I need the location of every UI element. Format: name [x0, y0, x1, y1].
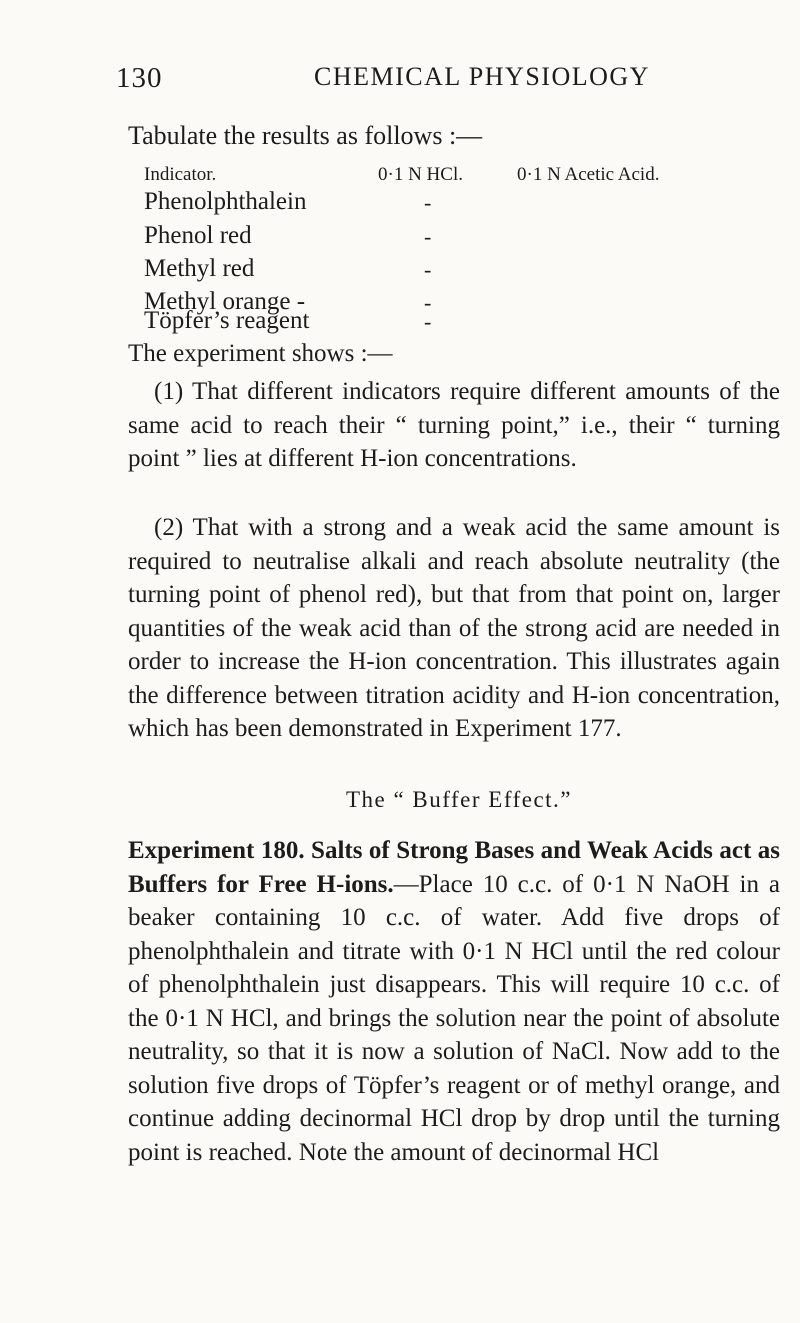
experiment-shows-line: The experiment shows :— — [128, 340, 393, 367]
table-row-dash: - — [424, 190, 432, 215]
page-header — [116, 62, 712, 102]
experiment-title: Experiment 180. Salts of Strong Bases and Weak Acids act as Buffers for Free H-ions. — [128, 837, 780, 898]
running-head: CHEMICAL PHYSIOLOGY — [314, 62, 650, 91]
section-heading — [0, 787, 800, 813]
experiment-paragraph — [128, 834, 780, 1169]
intro-line: Tabulate the results as follows :— — [128, 121, 483, 150]
table-row-label: Methyl red — [144, 255, 255, 282]
table-row-dash: - — [424, 257, 432, 282]
table-row-label: Töpfer’s reagent — [144, 307, 310, 334]
table-row-dash: - — [424, 224, 432, 249]
paragraph-2: (2) That with a strong and a weak acid the same amount is required to neutralise alkali and reach absolute neutrality (the turning point of phenol red), but that from that point on, larger quantities of the weak acid than of the strong acid are needed in order to increase the H-ion concentration. This illustrates again the difference between titration acidity and H-ion concentration, which has been demonstrated in Experiment 177. — [128, 514, 780, 742]
table-row-dash: - — [424, 309, 432, 334]
page-number: 130 — [116, 62, 163, 94]
experiment-body: —Place 10 c.c. of 0·1 N NaOH in a beaker containing 10 c.c. of water. Add five drops of phenolphthalein and titrate with 0·1 N HCl until the red colour of phenolphthalein just disappears. This will require 10 c.c. of the 0·1 N HCl, and brings the solution near the point of absolute neutrality, so that it is now a solution of NaCl. Now add to the solution five drops of Töpfer’s reagent or of methyl orange, and continue adding decinormal HCl drop by drop until the turning point is reached. Note the amount of decinormal HCl — [128, 870, 781, 1166]
column-header-indicator: Indicator. — [144, 164, 217, 185]
section-heading-text: The “ Buffer Effect.” — [345, 787, 573, 812]
column-header-acetic-acid: 0·1 N Acetic Acid. — [517, 164, 660, 185]
table-row-label: Methyl orange - — [144, 288, 306, 315]
table-row-dash: - — [424, 290, 432, 315]
column-header-hcl: 0·1 N HCl. — [378, 164, 463, 185]
paragraph-1: (1) That different indicators require different amounts of the same acid to reach their “ turning point,” i.e., their “ turning point ” lies at different H-ion concentrations. — [128, 378, 780, 472]
table-row-label: Phenolphthalein — [144, 188, 307, 215]
table-row-label: Phenol red — [144, 222, 252, 249]
